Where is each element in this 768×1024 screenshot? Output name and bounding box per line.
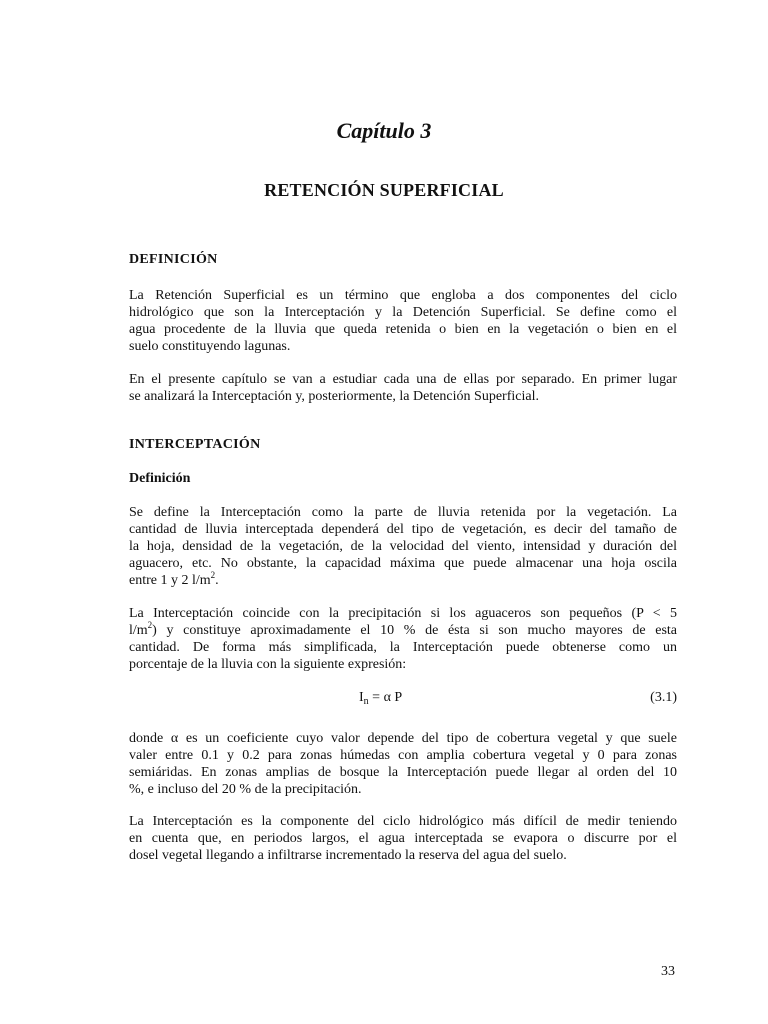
definicion-paragraph-1 [129,287,677,355]
text-fragment: l/m [129,623,148,638]
text-fragment: entre 1 y 2 l/m [129,573,211,588]
text-line [129,572,677,589]
text-line: %, e incluso del 20 % de la precipitación. [129,782,362,797]
equation-3-1 [129,690,677,708]
definicion-paragraph-2 [129,371,677,405]
text-line: porcentaje de la lluvia con la siguiente expresión: [129,657,407,672]
interceptacion-heading: INTERCEPTACIÓN [129,437,261,452]
text-line: La Interceptación coincide con la precipitación si los aguaceros son pequeños (P < 5 [129,606,677,621]
chapter-title: Capítulo 3 [336,118,432,143]
text-line: hidrológico que son la Interceptación y la Detención Superficial. Se define como el [129,305,677,320]
subscript: n [363,696,369,707]
interceptacion-paragraph-2 [129,605,677,673]
section-title: RETENCIÓN SUPERFICIAL [264,180,504,200]
text-line: dosel vegetal llegando a infiltrarse incrementado la reserva del agua del suelo. [129,848,567,863]
text-line: La Interceptación es la componente del ciclo hidrológico más difícil de medir teniendo [129,814,677,829]
interceptacion-paragraph-4 [129,813,677,864]
text-line: agua procedente de la lluvia que queda retenida o bien en la vegetación o bien en el [129,322,677,337]
text-fragment: ) y constituye aproximadamente el 10 % de ésta si son mucho mayores de esta [152,623,677,638]
equation-rhs: = α P [368,690,403,705]
text-line: semiáridas. En zonas amplias de bosque la Interceptación puede llegar al orden del 10 [129,765,677,780]
superscript: 2 [210,570,216,580]
text-line: cantidad de lluvia interceptada dependerá del tipo de vegetación, es decir del tamaño de [129,522,677,537]
text-line: se analizará la Interceptación y, posteriormente, la Detención Superficial. [129,389,539,404]
equation-symbol: I [359,690,364,705]
interceptacion-paragraph-3 [129,730,677,798]
definicion-subheading: Definición [129,471,191,486]
text-line: La Retención Superficial es un término que engloba a dos componentes del ciclo [129,288,677,303]
text-line: aguacero, etc. No obstante, la capacidad máxima que puede almacenar una hoja oscila [129,556,677,571]
page-number: 33 [661,964,675,979]
text-line: en cuenta que, en periodos largos, el agua interceptada se evapora o discurre por el [129,831,677,846]
text-line [129,622,677,639]
text-line: donde α es un coeficiente cuyo valor depende del tipo de cobertura vegetal y que suele [129,731,677,746]
equation-number: (3.1) [650,690,677,705]
superscript: 2 [147,620,153,630]
equation-expression [359,690,402,707]
text-line: suelo constituyendo lagunas. [129,339,291,354]
text-line: En el presente capítulo se van a estudiar cada una de ellas por separado. En primer lugar [129,372,677,387]
text-line: Se define la Interceptación como la parte de lluvia retenida por la vegetación. La [129,505,677,520]
text-line: cantidad. De forma más simplificada, la Interceptación puede obtenerse como un [129,640,677,655]
definicion-heading: DEFINICIÓN [129,252,218,267]
text-line: la hoja, densidad de la vegetación, de la velocidad del viento, intensidad y duración del [129,539,677,554]
text-line: valer entre 0.1 y 0.2 para zonas húmedas con amplia cobertura vegetal y 0 para zonas [129,748,677,763]
interceptacion-paragraph-1 [129,504,677,589]
text-fragment: . [215,573,219,588]
